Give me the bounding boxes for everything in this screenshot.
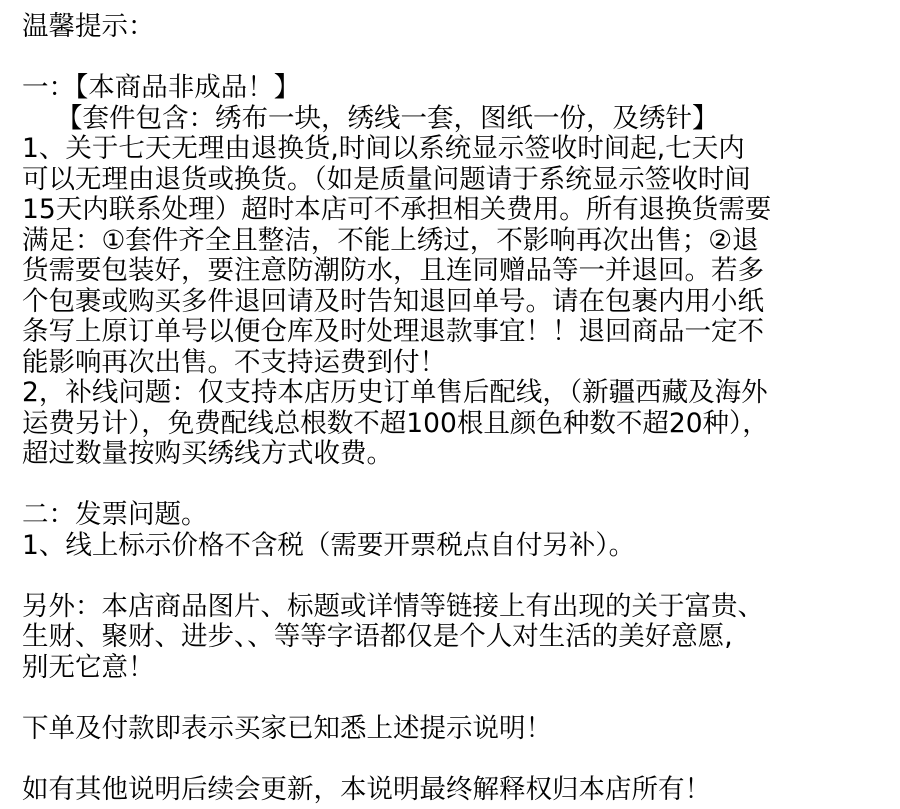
- section1-heading: 一：【本商品非成品！】: [22, 72, 301, 103]
- return-policy-line: 可以无理由退货或换货。（如是质量问题请于系统显示签收时间: [22, 163, 751, 195]
- return-policy-line: 条写上原订单号以便仓库及时处理退款事宜！！退回商品一定不: [22, 316, 764, 347]
- spacer: [22, 683, 888, 714]
- kit-contents: 【套件包含：绣布一块，绣线一套，图纸一份，及绣针】: [56, 102, 719, 134]
- final-statement: 如有其他说明后续会更新，本说明最终解释权归本店所有！: [22, 773, 711, 805]
- spacer: [22, 561, 888, 592]
- thread-policy-line: 2，补线问题：仅支持本店历史订单售后配线，（新疆西藏及海外: [22, 377, 768, 408]
- return-policy-line: 满足：①套件齐全且整洁，不能上绣过，不影响再次出售；②退: [22, 224, 759, 256]
- return-policy-line: 货需要包装好，要注意防潮防水，且连同赠品等一并退回。若多: [22, 255, 764, 286]
- spacer: [22, 744, 888, 775]
- return-policy-line: 15天内联系处理）超时本店可不承担相关费用。所有退换货需要: [22, 194, 772, 225]
- notice-document: [22, 12, 888, 805]
- notice-title: 温馨提示：: [22, 11, 155, 42]
- return-policy-line: 1、关于七天无理由退换货,时间以系统显示签收时间起,七天内: [22, 133, 745, 164]
- spacer: [22, 470, 888, 501]
- thread-policy-line: 超过数量按购买绣线方式收费。: [22, 438, 393, 469]
- disclaimer-line: 另外：本店商品图片、标题或详情等链接上有出现的关于富贵、: [22, 590, 764, 622]
- thread-policy-line: 运费另计），免费配线总根数不超100根且颜色种数不超20种），: [22, 407, 769, 439]
- invoice-line: 1、线上标示价格不含税（需要开票税点自付另补）。: [22, 529, 636, 561]
- spacer: [22, 43, 888, 74]
- return-policy-line: 能影响再次出售。不支持运费到付！: [22, 346, 446, 378]
- order-acknowledgement: 下单及付款即表示买家已知悉上述提示说明！: [22, 712, 552, 744]
- disclaimer-line: 别无它意！: [22, 651, 155, 683]
- section2-heading: 二：发票问题。: [22, 499, 208, 530]
- disclaimer-line: 生财、聚财、进步、、等等字语都仅是个人对生活的美好意愿,: [22, 621, 733, 652]
- return-policy-line: 个包裹或购买多件退回请及时告知退回单号。请在包裹内用小纸: [22, 285, 764, 317]
